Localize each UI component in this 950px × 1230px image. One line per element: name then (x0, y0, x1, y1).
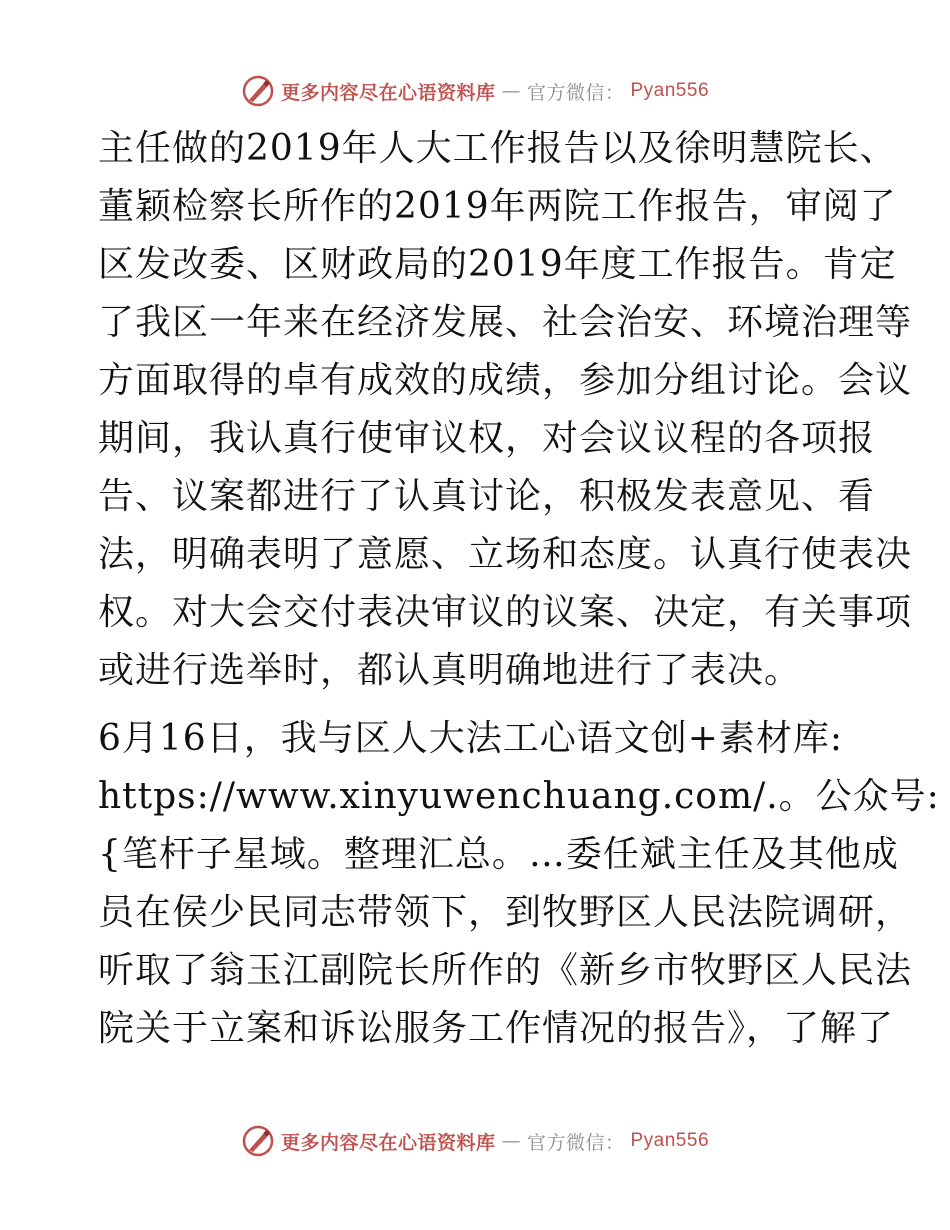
banner-main-text: 更多内容尽在心语资料库 (280, 1131, 496, 1154)
document-body (98, 120, 940, 1058)
header-banner (0, 74, 950, 108)
paragraph-gap (98, 700, 858, 710)
paragraph-1 (98, 120, 913, 700)
text-line: 了我区一年来在经济发展、社会治安、环境治理等 (98, 302, 913, 343)
text-line: 听取了翁玉江副院长所作的《新乡市牧野区人民法 (98, 950, 913, 991)
text-line: 主任做的2019年人大工作报告以及徐明慧院长、 (98, 128, 897, 169)
text-line: {笔杆子星域。整理汇总。…委任斌主任及其他成 (98, 834, 899, 875)
pen-logo-icon (241, 74, 275, 108)
text-line: 员在侯少民同志带领下，到牧野区人民法院调研， (98, 892, 913, 933)
text-line: 方面取得的卓有成效的成绩，参加分组讨论。会议 (98, 360, 913, 401)
text-line: 或进行选举时，都认真明确地进行了表决。 (98, 650, 802, 691)
text-line: https://www.xinyuwenchuang.com/.。公众号: (98, 776, 940, 817)
text-line: 院关于立案和诉讼服务工作情况的报告》，了解了 (98, 1008, 895, 1049)
banner-separator: — (501, 80, 521, 102)
banner-wechat-label: 官方微信： (526, 81, 625, 104)
banner-separator: — (501, 1130, 521, 1152)
pen-logo-icon (241, 1124, 275, 1158)
text-line: 区发改委、区财政局的2019年度工作报告。肯定 (98, 244, 897, 285)
footer-banner (0, 1124, 950, 1158)
banner-wechat-id: Pyan556 (630, 1130, 710, 1151)
text-line: 6月16日，我与区人大法工心语文创+素材库: (98, 718, 844, 759)
text-line: 权。对大会交付表决审议的议案、决定，有关事项 (98, 592, 913, 633)
banner-wechat-label: 官方微信： (526, 1131, 625, 1154)
paragraph-2 (98, 710, 940, 1058)
banner-main-text: 更多内容尽在心语资料库 (280, 81, 496, 104)
text-line: 告、议案都进行了认真讨论，积极发表意见、看 (98, 476, 876, 517)
text-line: 董颖检察长所作的2019年两院工作报告，审阅了 (98, 186, 897, 227)
text-line: 期间，我认真行使审议权，对会议议程的各项报 (98, 418, 876, 459)
text-line: 法，明确表明了意愿、立场和态度。认真行使表决 (98, 534, 913, 575)
banner-wechat-id: Pyan556 (630, 80, 710, 101)
